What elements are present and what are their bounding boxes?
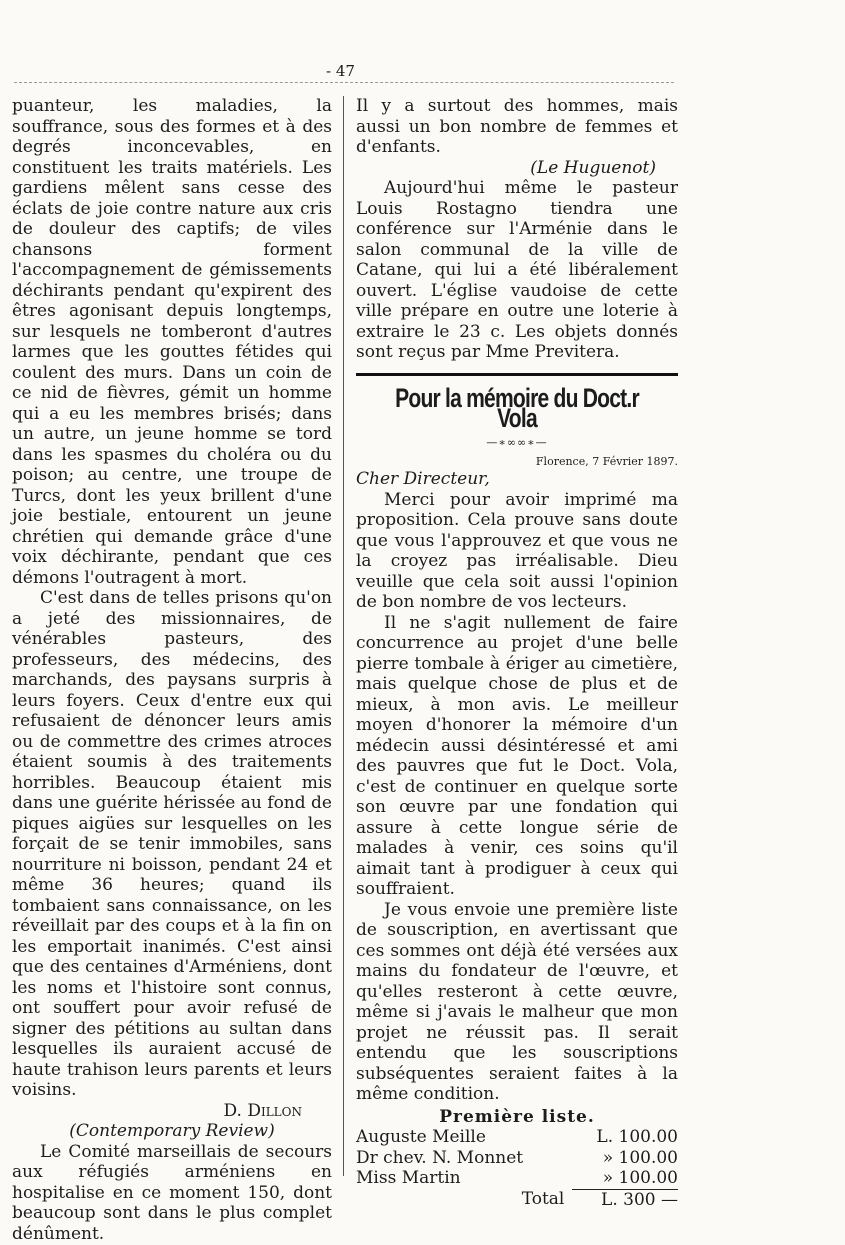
section-title: Pour la mémoire du Doct.r Vola	[395, 382, 639, 433]
section-rule	[356, 373, 678, 376]
letter-paragraph: Je vous envoie une première liste de souscription, en avertissant que ces sommes ont déjà été versées aux mains du fondateur de l'œuvre, et qu'elles resteront à cette œuvre, même si j'avais le malheur que mon projet ne réussit pas. Il serait entendu que les souscriptions subséquentes seraient faites à la même condition.	[356, 899, 678, 1104]
subscription-list-heading: Première liste.	[439, 1106, 595, 1127]
subscriber-name: Dr chev. N. Monnet	[356, 1147, 524, 1168]
subscription-row	[356, 1127, 678, 1148]
header-rule	[14, 82, 674, 83]
subscriber-name: Miss Martin	[356, 1168, 461, 1189]
subscription-amount: » 100.00	[602, 1147, 678, 1168]
total-row	[356, 1189, 678, 1210]
page-number: - 47	[326, 62, 355, 80]
body-paragraph: Il y a surtout des hommes, mais aussi un bon nombre de femmes et d'enfants.	[356, 96, 678, 157]
source-citation: (Contemporary Review)	[69, 1121, 275, 1141]
column-divider	[343, 96, 344, 1176]
subscription-row	[356, 1148, 678, 1169]
source-citation: (Le Huguenot)	[530, 157, 656, 178]
subscription-table	[356, 1127, 678, 1210]
body-paragraph: puanteur, les maladies, la souffrance, sous des formes et à des degrés inconcevables, en constituent les traits matériels. Les gardiens mêlent sans cesse des éclats de joie contre nature aux cris de douleur des captifs; de viles chansons forment l'accompagnement de gémissements déchirants pendant qu'expirent des êtres agonisant depuis longtemps, sur lesquels ne tomberont d'autres larmes que les gouttes fétides qui coulent des murs. Dans un coin de ce nid de fièvres, gémit un homme qui a eu les membres brisés; dans un autre, un jeune homme se tord dans les spasmes du choléra ou du poison; au centre, une troupe de Turcs, dont les yeux brillent d'une joie bestiale, entourent un jeune chrétien qui demande grâce d'une voix déchirante, pendant que ces démons l'outragent à mort.	[12, 96, 332, 588]
letter-salutation: Cher Directeur,	[356, 469, 490, 489]
letter-paragraph: Il ne s'agit nullement de faire concurrence au projet d'une belle pierre tombale à ériger au cimetière, mais quelque chose de plus et de mieux, à mon avis. Le meilleur moyen d'honorer la mémoire d'un médecin aussi désintéressé et ami des pauvres que fut le Doct. Vola, c'est de continuer en quelque sorte son œuvre par une fondation qui assure à cette longue série de malades à venir, ces soins qu'il aimait tant à prodiguer à ceux qui souffraient.	[356, 612, 678, 899]
subscription-amount: L. 100.00	[596, 1127, 678, 1147]
author-signature: D. Dillon	[223, 1100, 302, 1121]
subscriber-name: Auguste Meille	[356, 1127, 486, 1147]
body-paragraph: C'est dans de telles prisons qu'on a jeté des missionnaires, de vénérables pasteurs, des professeurs, des médecins, des marchands, des paysans surpris à leurs foyers. Ceux d'entre eux qui refusaient de dénoncer leurs amis ou de commettre des crimes atroces étaient soumis à des traitements horribles. Beaucoup étaient mis dans une guérite hérissée au fond de piques aigües sur lesquelles on les forçait de se tenir immobiles, sans nourriture ni boisson, pendant 24 et même 36 heures; quand ils tombaient sans connaissance, on les réveillait par des coups et à la fin on les emportait inanimés. C'est ainsi que des centaines d'Arméniens, dont les noms et l'histoire sont connus, ont souffert pour avoir refusé de signer des pétitions au sultan dans lesquelles ils auraient accusé de haute trahison leurs parents et leurs voisins.	[12, 588, 332, 1100]
announcement-paragraph: Aujourd'hui même le pasteur Louis Rostagno tiendra une conférence sur l'Arménie dans le salon communal de la ville de Catane, qui lui a été libéralement ouvert. L'église vaudoise de cette ville prépare en outre une loterie à extraire le 23 c. Les objets donnés sont reçus par Mme Previtera.	[356, 178, 678, 362]
letter-paragraph: Merci pour avoir imprimé ma proposition. Cela prouve sans doute que vous l'approuvez et que vous ne la croyez pas irréalisable. Dieu veuille que cela soit aussi l'opinion de bon nombre de vos lecteurs.	[356, 489, 678, 612]
total-amount: L. 300 —	[572, 1189, 678, 1210]
subscription-row	[356, 1168, 678, 1189]
subscription-amount: » 100.00	[602, 1168, 678, 1188]
total-label: Total	[521, 1189, 565, 1210]
left-column	[12, 96, 332, 1244]
right-column	[356, 96, 678, 1210]
letter-dateline: Florence, 7 Février 1897.	[535, 455, 678, 468]
body-paragraph: Le Comité marseillais de secours aux réfugiés arméniens en hospitalise en ce moment 150, dont beaucoup sont dans le plus complet dénûment.	[12, 1141, 332, 1244]
ornament-divider: —∗∞∞∗—	[486, 435, 548, 449]
